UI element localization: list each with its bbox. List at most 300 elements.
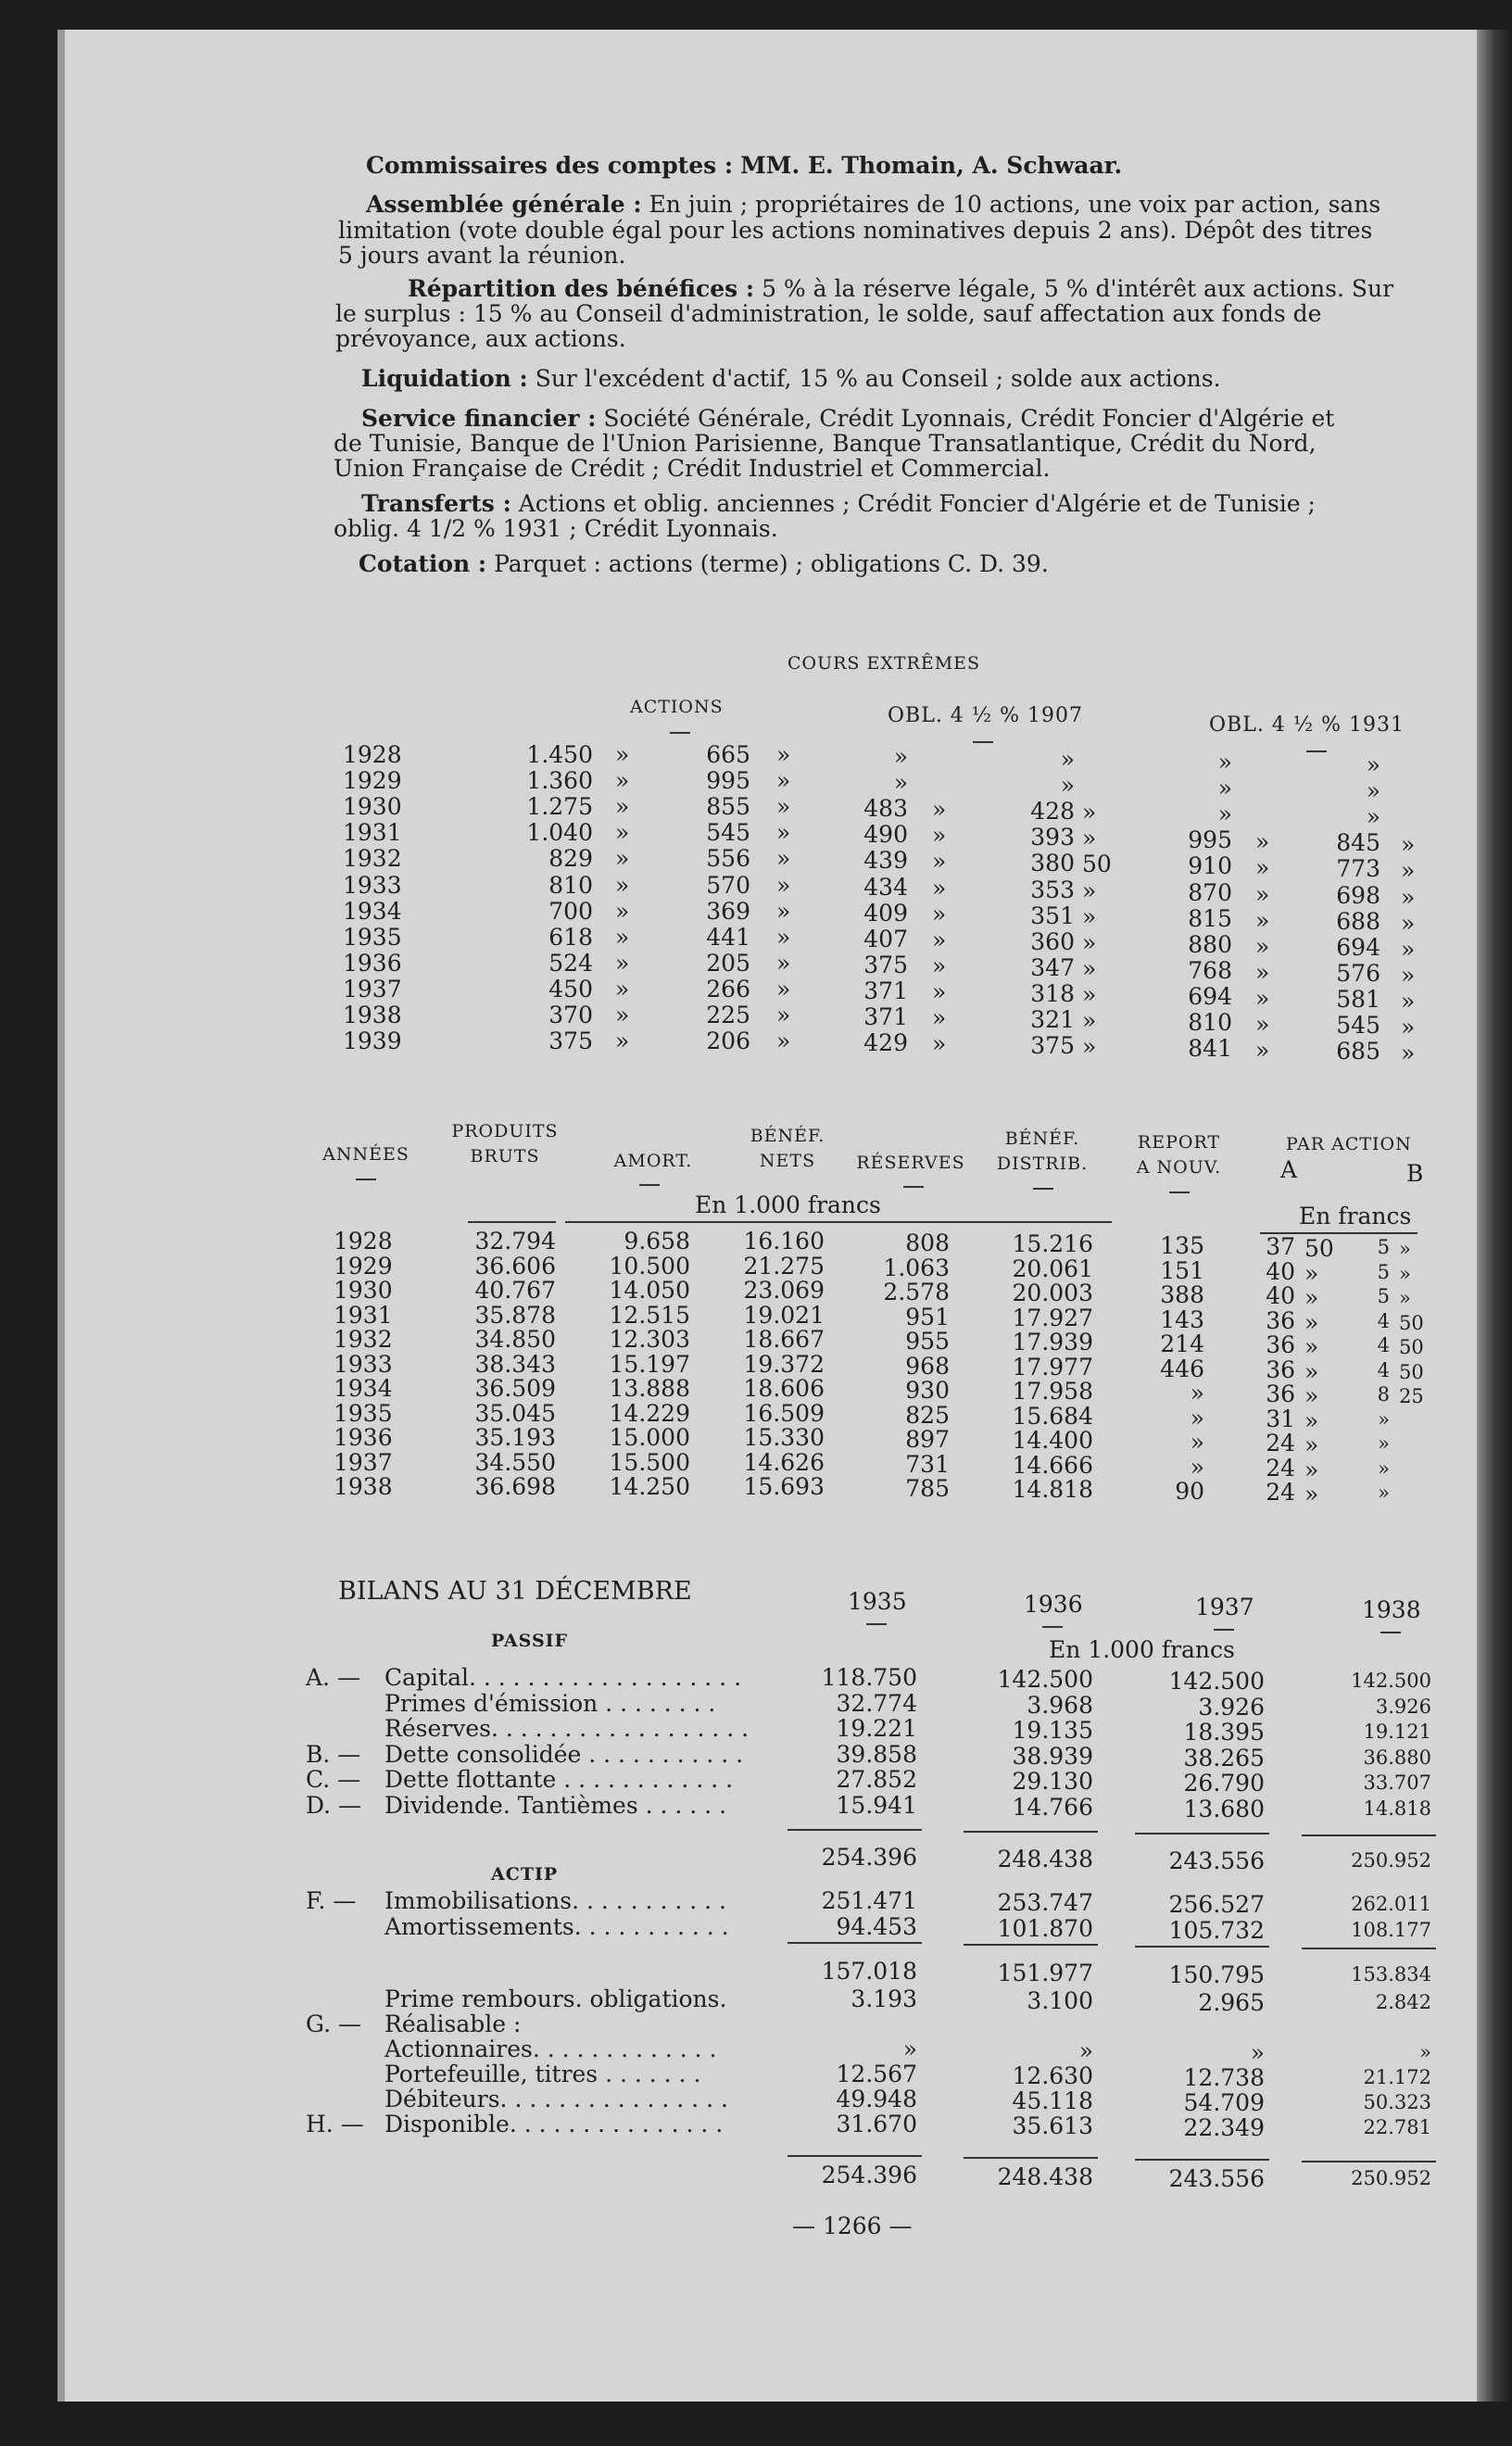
resultats-value: 24 xyxy=(1266,1430,1295,1456)
resultats-value: 16.160 xyxy=(743,1228,825,1255)
resultats-value: 4 xyxy=(1377,1309,1390,1332)
bilans-value: 2.965 xyxy=(1198,1989,1265,2016)
bilans-value: 33.707 xyxy=(1363,1771,1431,1794)
header-produits-2: BRUTS xyxy=(470,1146,540,1166)
bilans-label: Disponible. . . . . . . . . . . . . . . xyxy=(384,2111,724,2137)
service-line1: Service financier : Société Générale, Crédit Lyonnais, Crédit Foncier d'Algérie et xyxy=(361,405,1335,432)
bilans-label: Réalisable : xyxy=(384,2011,522,2037)
resultats-unit: En 1.000 francs xyxy=(695,1191,881,1218)
cours-value: 524 xyxy=(548,949,593,977)
bilans-value: » xyxy=(902,2036,917,2062)
resultats-year: 1929 xyxy=(334,1252,393,1280)
resultats-value: 4 xyxy=(1377,1334,1390,1356)
bilans-value: 36.880 xyxy=(1363,1746,1431,1769)
resultats-value: » xyxy=(1378,1456,1390,1480)
cours-value: » xyxy=(932,874,947,901)
cours-value: 880 xyxy=(1188,930,1232,958)
resultats-value: » xyxy=(1399,1238,1411,1260)
resultats-value: » xyxy=(1190,1380,1204,1406)
bilans-unit: En 1.000 francs xyxy=(1049,1636,1235,1663)
resultats-value: 34.850 xyxy=(474,1326,556,1353)
cours-value: » xyxy=(893,768,908,796)
resultats-value: 50 xyxy=(1304,1235,1334,1262)
cours-value: 375 xyxy=(548,1028,593,1055)
resultats-year: 1937 xyxy=(334,1448,393,1476)
cours-value: 441 xyxy=(706,923,750,951)
cours-value: » xyxy=(1082,928,1097,956)
bilans-value: 19.135 xyxy=(1012,1717,1093,1744)
resultats-value: » xyxy=(1378,1432,1390,1455)
resultats-value: 24 xyxy=(1266,1479,1295,1506)
book-edge xyxy=(1477,30,1512,2402)
cours-value: » xyxy=(776,975,791,1002)
header-par-action: PAR ACTION xyxy=(1286,1134,1412,1154)
bilans-value: 49.948 xyxy=(836,2086,917,2112)
service-line2: de Tunisie, Banque de l'Union Parisienne, Banque Transatlantique, Crédit du Nord, xyxy=(334,430,1317,457)
cours-value: » xyxy=(893,743,908,770)
bilans-value: 38.265 xyxy=(1183,1744,1265,1771)
resultats-value: 35.193 xyxy=(474,1424,556,1451)
bilans-value: 251.471 xyxy=(821,1887,917,1914)
bilans-label: Capital. . . . . . . . . . . . . . . . . . . xyxy=(384,1664,742,1691)
bilans-value: 3.968 xyxy=(1027,1691,1093,1719)
resultats-value: 12.515 xyxy=(609,1301,690,1329)
cours-value: 1.040 xyxy=(526,819,593,847)
bilans-prefix: G. — xyxy=(306,2011,361,2037)
header-benef-1: BÉNÉF. xyxy=(750,1126,825,1146)
bilans-value: 142.500 xyxy=(1168,1668,1265,1695)
bilans-label: Réserves. . . . . . . . . . . . . . . . . . xyxy=(384,1715,750,1742)
assemblee-line1: Assemblée générale : En juin ; propriétaires de 10 actions, une voix par action, sans xyxy=(366,191,1381,218)
actif-heading: ACTIP xyxy=(491,1864,559,1885)
cours-value: 434 xyxy=(863,873,908,901)
passif-total: 248.438 xyxy=(997,1846,1093,1872)
cours-year: 1939 xyxy=(343,1028,402,1055)
bilans-value: 142.500 xyxy=(1351,1670,1431,1692)
cours-value: » xyxy=(932,822,947,850)
resultats-value: » xyxy=(1378,1407,1390,1431)
cours-year: 1938 xyxy=(343,1002,402,1028)
resultats-value: 36 xyxy=(1266,1331,1295,1358)
resultats-value: » xyxy=(1304,1456,1319,1483)
cours-value: » xyxy=(615,923,630,951)
passif-total: 250.952 xyxy=(1351,1849,1431,1872)
cours-year: 1931 xyxy=(343,819,402,847)
cours-value: 409 xyxy=(863,899,908,927)
cours-value: » xyxy=(1060,746,1075,773)
resultats-value: 37 xyxy=(1266,1233,1295,1260)
resultats-value: 50 xyxy=(1399,1360,1424,1383)
resultats-value: 808 xyxy=(905,1229,950,1256)
cours-value: » xyxy=(1255,880,1270,908)
cours-value: 439 xyxy=(863,847,908,875)
cours-value: 321 xyxy=(1030,1006,1075,1033)
resultats-value: 15.693 xyxy=(743,1473,825,1500)
cours-value: » xyxy=(1255,984,1270,1012)
bilans-value: 2.842 xyxy=(1375,1991,1431,2013)
resultats-value: 143 xyxy=(1160,1305,1204,1333)
cours-value: » xyxy=(776,1028,791,1055)
resultats-value: 50 xyxy=(1399,1311,1424,1334)
cours-value: » xyxy=(776,923,791,951)
resultats-value: 36.606 xyxy=(474,1252,556,1280)
cours-value: » xyxy=(1366,803,1380,831)
resultats-value: 2.578 xyxy=(883,1279,950,1305)
resultats-value: 15.330 xyxy=(743,1424,825,1451)
cours-value: 810 xyxy=(1188,1009,1232,1036)
cours-value: 266 xyxy=(706,975,750,1002)
repartition-line2: le surplus : 15 % au Conseil d'administration, le solde, sauf affectation aux fonds de xyxy=(335,300,1322,327)
cours-value: » xyxy=(932,1030,947,1058)
bilans-value: 31.670 xyxy=(836,2111,917,2137)
resultats-value: 10.500 xyxy=(609,1252,690,1280)
cours-value: 700 xyxy=(548,897,593,925)
cours-year: 1930 xyxy=(343,793,402,821)
cours-value: » xyxy=(932,952,947,979)
cours-year: 1936 xyxy=(343,949,402,977)
bilans-label: Actionnaires. . . . . . . . . . . . . xyxy=(384,2036,717,2062)
cours-value: » xyxy=(776,793,791,821)
cours-value: » xyxy=(932,796,947,824)
resultats-value: 34.550 xyxy=(474,1448,556,1476)
cours-year: 1928 xyxy=(343,741,402,768)
cours-value: » xyxy=(1082,876,1097,904)
cours-value: » xyxy=(615,871,630,899)
resultats-value: 446 xyxy=(1160,1355,1204,1382)
resultats-value: 12.303 xyxy=(609,1326,690,1353)
page-number: — 1266 — xyxy=(792,2213,913,2239)
resultats-value: » xyxy=(1190,1429,1204,1456)
cours-value: 685 xyxy=(1336,1038,1380,1065)
bilans-prefix: A. — xyxy=(306,1664,360,1691)
cours-value: 1.360 xyxy=(526,766,593,794)
cours-value: » xyxy=(1082,1007,1097,1034)
resultats-value: » xyxy=(1304,1259,1319,1287)
cours-value: » xyxy=(1366,776,1380,804)
bilans-value: » xyxy=(1078,2037,1093,2064)
resultats-value: 14.050 xyxy=(609,1277,690,1304)
resultats-value: 38.343 xyxy=(474,1350,556,1378)
header-report-1: REPORT xyxy=(1137,1132,1221,1153)
resultats-value: 785 xyxy=(905,1475,950,1502)
cours-value: » xyxy=(1401,1040,1416,1067)
cours-value: 545 xyxy=(706,819,750,847)
cours-value: 347 xyxy=(1030,953,1075,981)
cours-value: 205 xyxy=(706,949,750,977)
cours-value: 694 xyxy=(1336,933,1380,961)
cours-value: 665 xyxy=(706,741,750,768)
resultats-value: 4 xyxy=(1377,1358,1390,1381)
cours-value: » xyxy=(615,1002,630,1028)
resultats-year: 1928 xyxy=(334,1228,393,1255)
cours-value: 371 xyxy=(863,977,908,1004)
cours-value: » xyxy=(776,845,791,873)
resultats-value: 17.927 xyxy=(1012,1304,1093,1331)
cours-value: 429 xyxy=(863,1029,908,1057)
resultats-value: 15.684 xyxy=(1012,1402,1093,1430)
bilans-value: 12.567 xyxy=(836,2061,917,2087)
resultats-value: 31 xyxy=(1266,1405,1295,1432)
cours-value: » xyxy=(1082,825,1097,852)
cours-value: 483 xyxy=(863,795,908,823)
cours-value: » xyxy=(1401,909,1416,937)
bilans-value: 105.732 xyxy=(1168,1916,1265,1944)
resultats-value: » xyxy=(1304,1481,1319,1507)
resultats-year: 1934 xyxy=(334,1375,393,1402)
cours-value: 353 xyxy=(1030,876,1075,903)
resultats-year: 1931 xyxy=(334,1301,393,1329)
cours-value: » xyxy=(615,793,630,821)
resultats-value: 14.400 xyxy=(1012,1427,1093,1454)
resultats-value: 40 xyxy=(1266,1257,1295,1285)
bilans-value: 3.926 xyxy=(1375,1695,1431,1718)
resultats-value: 17.977 xyxy=(1012,1353,1093,1381)
bilans-prefix: H. — xyxy=(306,2111,364,2137)
cours-value: » xyxy=(1401,831,1416,859)
resultats-value: 18.667 xyxy=(743,1326,825,1353)
resultats-value: 214 xyxy=(1160,1330,1204,1357)
resultats-year: 1933 xyxy=(334,1350,393,1378)
resultats-value: 15.500 xyxy=(609,1448,690,1476)
resultats-value: 15.197 xyxy=(609,1350,690,1378)
cours-value: » xyxy=(776,1002,791,1028)
resultats-value: 36.509 xyxy=(474,1375,556,1402)
resultats-value: 36 xyxy=(1266,1306,1295,1334)
cours-value: » xyxy=(1255,828,1270,856)
header-b: B xyxy=(1406,1160,1424,1187)
cours-value: 694 xyxy=(1188,982,1232,1010)
resultats-value: 13.888 xyxy=(609,1375,690,1402)
resultats-value: 14.229 xyxy=(609,1399,690,1427)
resultats-value: 14.666 xyxy=(1012,1451,1093,1479)
cours-value: 1.275 xyxy=(526,793,593,821)
repartition-line3: prévoyance, aux actions. xyxy=(335,325,626,352)
resultats-value: 40 xyxy=(1266,1282,1295,1309)
bilans-value: 101.870 xyxy=(997,1914,1093,1942)
actif-total: 243.556 xyxy=(1168,2165,1265,2192)
bilans-value: 26.790 xyxy=(1183,1770,1265,1797)
resultats-value: 35.878 xyxy=(474,1301,556,1329)
cours-header-obl1931: OBL. 4 ½ % 1931 xyxy=(1209,713,1405,737)
bilans-label: Immobilisations. . . . . . . . . . . xyxy=(384,1887,726,1914)
cours-value: 450 xyxy=(548,975,593,1002)
actif-net: 151.977 xyxy=(997,1960,1093,1986)
resultats-year: 1932 xyxy=(334,1326,393,1353)
cours-value: 407 xyxy=(863,925,908,952)
commissaires-line: Commissaires des comptes : MM. E. Thomain, A. Schwaar. xyxy=(366,152,1123,179)
bilans-value: 19.121 xyxy=(1363,1721,1431,1743)
resultats-value: 951 xyxy=(905,1303,950,1330)
passif-total: 243.556 xyxy=(1168,1847,1265,1874)
bilans-value: 15.941 xyxy=(836,1791,917,1819)
resultats-value: 14.250 xyxy=(609,1473,690,1500)
passif-total: 254.396 xyxy=(821,1844,917,1871)
cours-value: 556 xyxy=(706,845,750,873)
resultats-value: 135 xyxy=(1160,1232,1204,1259)
resultats-value: 14.626 xyxy=(743,1448,825,1476)
resultats-value: 36 xyxy=(1266,1355,1295,1383)
bilans-value: 94.453 xyxy=(836,1912,917,1940)
cours-value: » xyxy=(776,949,791,977)
resultats-value: 5 xyxy=(1377,1236,1390,1258)
cours-value: » xyxy=(1401,935,1416,963)
resultats-year: 1936 xyxy=(334,1424,393,1451)
resultats-year: 1938 xyxy=(334,1473,393,1500)
cours-year: 1935 xyxy=(343,923,402,951)
bilans-value: 45.118 xyxy=(1012,2087,1093,2114)
header-annees: ANNÉES xyxy=(322,1144,410,1165)
resultats-value: 20.061 xyxy=(1012,1255,1093,1282)
cours-year: 1937 xyxy=(343,975,402,1002)
resultats-value: » xyxy=(1304,1308,1319,1336)
cours-value: » xyxy=(615,741,630,768)
cours-value: » xyxy=(1401,857,1416,885)
cours-value: 206 xyxy=(706,1028,750,1055)
actif-net: 153.834 xyxy=(1351,1963,1431,1986)
bilans-value: 14.818 xyxy=(1363,1797,1431,1820)
cours-value: » xyxy=(1401,987,1416,1015)
bilans-title: BILANS AU 31 DÉCEMBRE xyxy=(338,1577,692,1606)
resultats-unit-francs: En francs xyxy=(1299,1203,1412,1229)
bilans-prefix: B. — xyxy=(306,1740,361,1768)
bilans-prefix: D. — xyxy=(306,1791,362,1819)
actif-total: 250.952 xyxy=(1351,2167,1431,2189)
resultats-value: » xyxy=(1304,1431,1319,1458)
cours-value: » xyxy=(1082,902,1097,930)
cours-value: 581 xyxy=(1336,985,1380,1013)
bilans-prefix: C. — xyxy=(306,1766,361,1793)
header-report-2: A NOUV. xyxy=(1136,1157,1222,1178)
resultats-year: 1930 xyxy=(334,1277,393,1304)
cours-value: 576 xyxy=(1336,959,1380,987)
cours-value: 570 xyxy=(706,871,750,899)
resultats-value: » xyxy=(1378,1481,1390,1504)
cours-value: » xyxy=(932,900,947,927)
cours-value: 375 xyxy=(1030,1032,1075,1060)
resultats-value: » xyxy=(1190,1404,1204,1431)
resultats-value: 19.021 xyxy=(743,1301,825,1329)
cours-value: » xyxy=(615,1028,630,1055)
resultats-value: » xyxy=(1399,1262,1411,1285)
resultats-year: 1935 xyxy=(334,1399,393,1427)
bilans-year: 1938 xyxy=(1362,1596,1421,1623)
bilans-label: Portefeuille, titres . . . . . . . xyxy=(384,2061,701,2087)
header-a: A xyxy=(1280,1156,1298,1183)
bilans-value: 3.193 xyxy=(850,1986,917,2012)
cours-value: » xyxy=(1255,1011,1270,1038)
resultats-value: 23.069 xyxy=(743,1277,825,1304)
bilans-label: Débiteurs. . . . . . . . . . . . . . . . xyxy=(384,2086,728,2112)
service-line3: Union Française de Crédit ; Crédit Industriel et Commercial. xyxy=(334,455,1051,482)
resultats-value: » xyxy=(1304,1284,1319,1311)
resultats-value: 32.794 xyxy=(474,1228,556,1255)
resultats-value: » xyxy=(1304,1333,1319,1360)
resultats-value: 9.658 xyxy=(624,1228,690,1255)
header-distrib-2: DISTRIB. xyxy=(996,1154,1089,1174)
bilans-value: 3.926 xyxy=(1198,1693,1265,1721)
bilans-value: 118.750 xyxy=(821,1664,917,1691)
actif-total: 248.438 xyxy=(997,2163,1093,2190)
cours-value: 360 xyxy=(1030,927,1075,955)
actif-net: 150.795 xyxy=(1168,1961,1265,1988)
resultats-value: » xyxy=(1304,1382,1319,1409)
cours-value: » xyxy=(1217,774,1232,801)
cours-year: 1932 xyxy=(343,845,402,873)
resultats-value: 955 xyxy=(905,1328,950,1355)
header-produits-1: PRODUITS xyxy=(451,1121,559,1141)
bilans-value: 13.680 xyxy=(1183,1795,1265,1822)
bilans-label: Primes d'émission . . . . . . . . xyxy=(384,1689,716,1717)
bilans-value: 39.858 xyxy=(836,1740,917,1768)
resultats-value: 21.275 xyxy=(743,1252,825,1280)
bilans-value: 27.852 xyxy=(836,1766,917,1793)
bilans-value: 38.939 xyxy=(1012,1742,1093,1770)
cours-value: » xyxy=(776,819,791,847)
cours-value: 375 xyxy=(863,951,908,978)
cours-value: » xyxy=(1082,1033,1097,1061)
bilans-year: 1936 xyxy=(1024,1591,1083,1618)
bilans-value: » xyxy=(1419,2041,1431,2063)
bilans-value: 142.500 xyxy=(997,1666,1093,1693)
resultats-value: 17.939 xyxy=(1012,1329,1093,1355)
resultats-value: 90 xyxy=(1175,1478,1204,1505)
assemblee-line2: limitation (vote double égal pour les actions nominatives depuis 2 ans). Dépôt des titres xyxy=(338,217,1373,244)
transferts-line1: Transferts : Actions et oblig. anciennes ; Crédit Foncier d'Algérie et de Tunisie ; xyxy=(361,490,1316,517)
resultats-value: 968 xyxy=(905,1352,950,1380)
bilans-value: 22.781 xyxy=(1363,2116,1431,2138)
bilans-value: 108.177 xyxy=(1351,1918,1431,1941)
bilans-value: 32.774 xyxy=(836,1689,917,1717)
resultats-value: 36 xyxy=(1266,1381,1295,1407)
bilans-value: 19.221 xyxy=(836,1715,917,1742)
resultats-value: 14.818 xyxy=(1012,1476,1093,1503)
bilans-value: 12.630 xyxy=(1012,2062,1093,2089)
bilans-year: 1935 xyxy=(848,1588,907,1615)
cours-value: 995 xyxy=(706,766,750,794)
resultats-value: 8 xyxy=(1377,1383,1390,1406)
cours-value: 768 xyxy=(1188,956,1232,984)
cours-value: 1.450 xyxy=(526,741,593,768)
resultats-value: » xyxy=(1304,1406,1319,1434)
bilans-label: Amortissements. . . . . . . . . . . xyxy=(384,1912,729,1940)
bilans-value: 262.011 xyxy=(1351,1893,1431,1915)
cours-value: 688 xyxy=(1336,907,1380,935)
cours-value: » xyxy=(776,871,791,899)
resultats-value: 40.767 xyxy=(474,1277,556,1304)
resultats-value: 36.698 xyxy=(474,1473,556,1500)
actif-net: 157.018 xyxy=(821,1958,917,1985)
cours-value: 370 xyxy=(548,1002,593,1028)
cours-value: » xyxy=(776,766,791,794)
resultats-value: 5 xyxy=(1377,1260,1390,1283)
cours-value: 225 xyxy=(706,1002,750,1028)
cours-value: 351 xyxy=(1030,901,1075,929)
cours-value: 380 xyxy=(1030,850,1075,877)
bilans-value: 253.747 xyxy=(997,1889,1093,1916)
resultats-value: 15.000 xyxy=(609,1424,690,1451)
cours-value: 369 xyxy=(706,897,750,925)
cours-value: » xyxy=(932,848,947,876)
cours-title: COURS EXTRÊMES xyxy=(788,653,981,674)
cours-value: 810 xyxy=(548,871,593,899)
resultats-value: » xyxy=(1304,1357,1319,1385)
bilans-value: 18.395 xyxy=(1183,1719,1265,1746)
cours-value: » xyxy=(1255,854,1270,882)
cours-header-actions: ACTIONS xyxy=(630,697,724,717)
cours-value: » xyxy=(615,819,630,847)
bilans-label: Dette flottante . . . . . . . . . . . . xyxy=(384,1766,734,1793)
bilans-value: 22.349 xyxy=(1183,2114,1265,2141)
